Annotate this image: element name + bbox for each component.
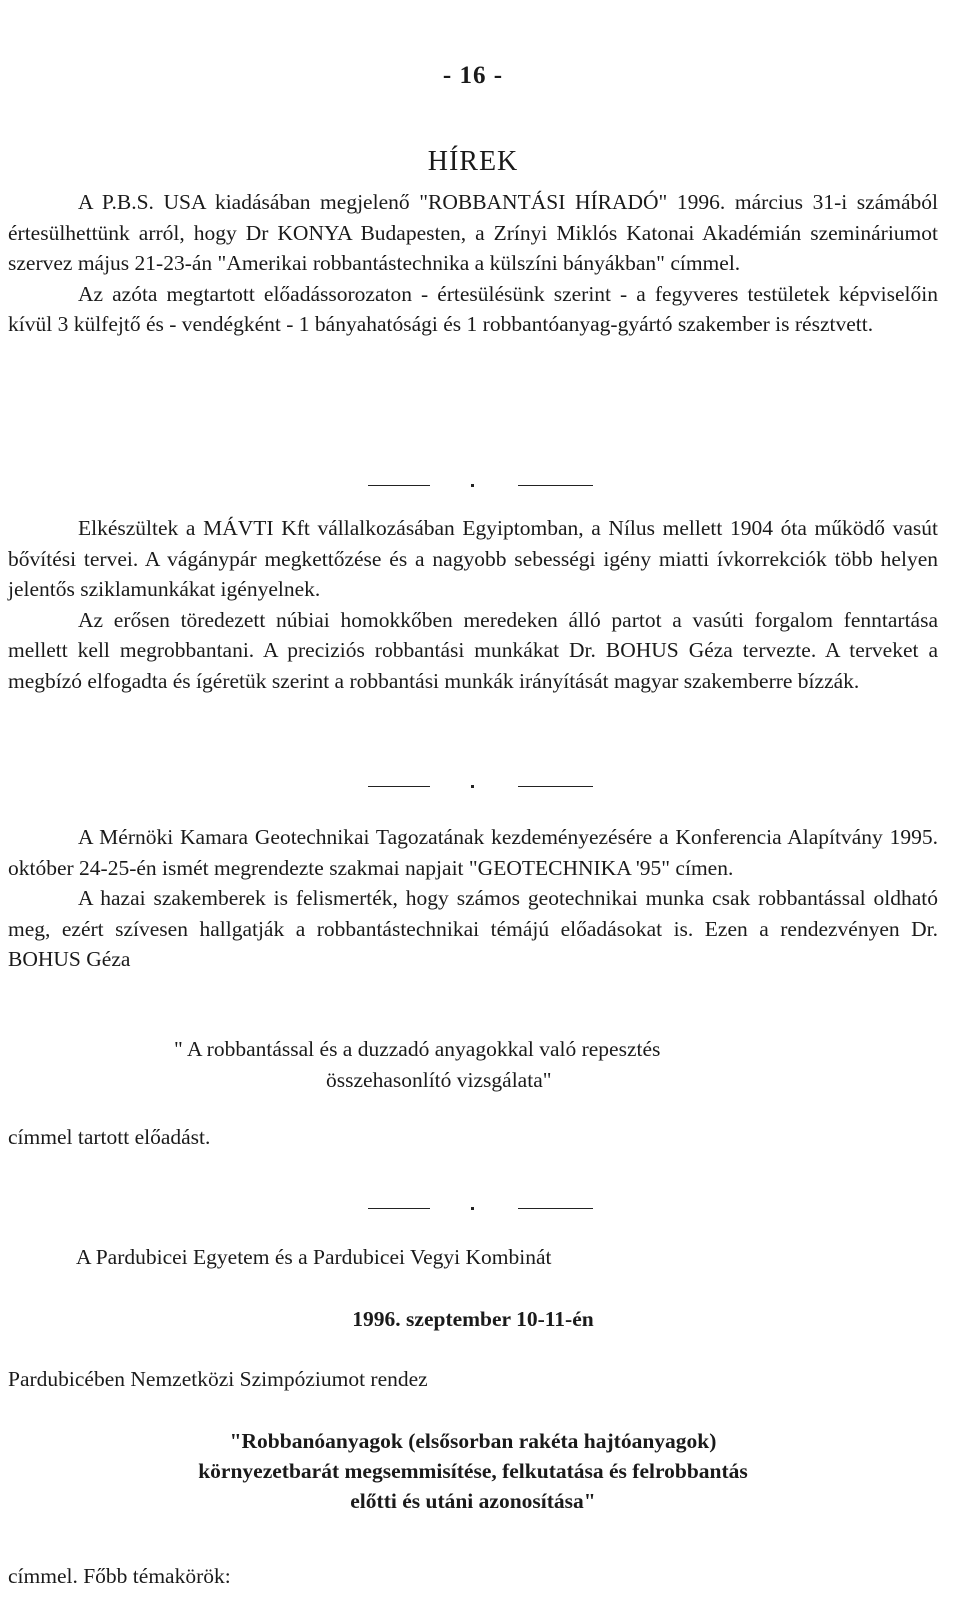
page-number: - 16 - bbox=[442, 62, 504, 89]
paragraph: Elkészültek a MÁVTI Kft vállalkozásában Egyiptomban, a Nílus mellett 1904 óta működő vasút bővítési tervei. A vágánypár megkettőzése és a nagyobb sebességi igény miatti ívkorrekciók több helyen jelentős sziklamunkákat igényelnek. bbox=[8, 516, 938, 602]
paragraph: Pardubicében Nemzetközi Szimpóziumot rendez bbox=[8, 1367, 428, 1391]
paragraph: címmel tartott előadást. bbox=[8, 1125, 211, 1149]
lecture-title-line: összehasonlító vizsgálata" bbox=[326, 1068, 552, 1092]
section-separator bbox=[368, 781, 593, 793]
section-separator bbox=[368, 1203, 593, 1215]
paragraph: címmel. Főbb témakörök: bbox=[8, 1564, 231, 1588]
news-item-robbantasi-hirado bbox=[8, 187, 938, 340]
symposium-title-line: környezetbarát megsemmisítése, felkutatása és felrobbantás bbox=[198, 1459, 748, 1483]
page-heading: HÍREK bbox=[427, 146, 519, 177]
symposium-title-line: előtti és utáni azonosítása" bbox=[350, 1489, 596, 1513]
paragraph: A P.B.S. USA kiadásában megjelenő "ROBBANTÁSI HÍRADÓ" 1996. március 31-i számából értesülhettünk arról, hogy Dr KONYA Budapesten, a Zrínyi Miklós Katonai Akadémián szemináriumot szervez május 21-23-án "Amerikai robbantástechnika a külszíni bányákban" címmel. bbox=[8, 190, 938, 276]
paragraph: Az erősen töredezett núbiai homokkőben meredeken álló partot a vasúti forgalom fenntartása mellett kell megrobbantani. A preciziós robbantási munkákat Dr. BOHUS Géza tervezte. A terveket a megbízó elfogadta és ígéretük szerint a robbantási munkák irányítását magyar szakemberre bízzák. bbox=[8, 607, 938, 693]
paragraph: A Pardubicei Egyetem és a Pardubicei Vegyi Kombinát bbox=[76, 1245, 552, 1269]
paragraph: A hazai szakemberek is felismerték, hogy számos geotechnikai munka csak robbantással oldható meg, ezért szívesen hallgatják a robbantástechnikai témájú előadásokat is. Ezen a rendezvényen Dr. BOHUS Géza bbox=[8, 886, 938, 972]
news-item-mavti-egyiptom bbox=[8, 513, 938, 697]
document-page bbox=[8, 0, 938, 1601]
paragraph: Az azóta megtartott előadássorozaton - értesülésünk szerint - a fegyveres testületek képviselőin kívül 3 külfejtő és - vendégként - 1 bányahatósági és 1 robbantóanyag-gyártó szakember is résztvett. bbox=[8, 281, 938, 337]
symposium-date: 1996. szeptember 10-11-én bbox=[352, 1307, 594, 1331]
section-separator bbox=[368, 480, 593, 492]
paragraph: A Mérnöki Kamara Geotechnikai Tagozatának kezdeményezésére a Konferencia Alapítvány 1995. október 24-25-én ismét megrendezte szakmai napjait "GEOTECHNIKA '95" címen. bbox=[8, 825, 938, 880]
symposium-title-line: "Robbanóanyagok (elsősorban rakéta hajtóanyagok) bbox=[229, 1429, 717, 1453]
lecture-title-line: " A robbantással és a duzzadó anyagokkal való repesztés bbox=[174, 1037, 661, 1061]
news-item-geotechnika bbox=[8, 822, 938, 975]
